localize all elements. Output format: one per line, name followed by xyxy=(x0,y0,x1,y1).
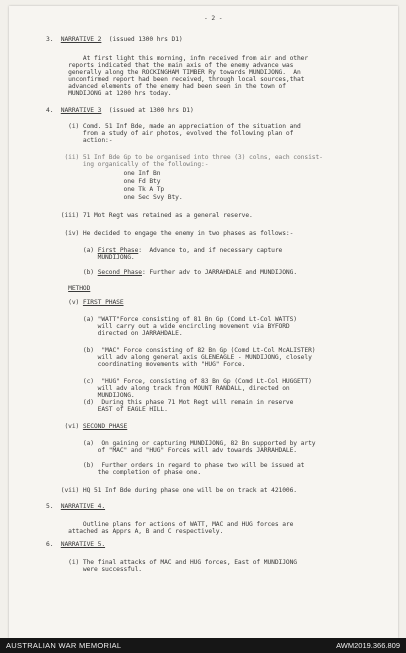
document-line: (ii) 51 Inf Bde Gp to be organised into three (3) colns, each consist- xyxy=(46,154,323,161)
footer-bar xyxy=(0,638,406,653)
document-line: (i) The final attacks of MAC and HUG forces, East of MUNDIJONG xyxy=(46,559,297,566)
document-line: (a) First Phase: Advance to, and if necessary capture xyxy=(46,247,283,254)
document-line: will carry out a wide encircling movement via BYFORD xyxy=(46,323,290,330)
document-line: one Tk A Tp xyxy=(46,186,165,193)
document-line: (i) Comd. 51 Inf Bde, made an appreciation of the situation and xyxy=(46,123,301,130)
document-line: Outline plans for actions of WATT, MAC and HUG forces are xyxy=(46,521,294,528)
document-line: ing organically of the following:- xyxy=(46,161,209,168)
document-line: one Sec Svy Bty. xyxy=(46,194,183,201)
institution-name: AUSTRALIAN WAR MEMORIAL xyxy=(6,641,122,650)
document-line: At first light this morning, infm received from air and other xyxy=(46,55,309,62)
document-line: (b) "MAC" Force consisting of 82 Bn Gp (Comd Lt-Col McALISTER) xyxy=(46,347,316,354)
document-line: (a) On gaining or capturing MUNDIJONG, 82 Bn supported by arty xyxy=(46,440,316,447)
document-line: (vi) SECOND PHASE xyxy=(46,423,128,430)
document-line: (iv) He decided to engage the enemy in two phases as follows:- xyxy=(46,230,294,237)
document-page xyxy=(9,6,398,638)
document-line: advanced elements of the enemy had been seen in the town of xyxy=(46,83,286,90)
document-line: MUNDIJONG. xyxy=(46,392,135,399)
document-line: (a) "WATT"Force consisting of 81 Bn Gp (Comd Lt-Col WATTS) xyxy=(46,316,297,323)
accession-number: AWM2019.366.809 xyxy=(336,641,400,650)
document-line: (vii) HQ 51 Inf Bde during phase one will be on track at 421006. xyxy=(46,487,297,494)
document-line: of "MAC" and "HUG" Forces will adv towards JARRAHDALE. xyxy=(46,447,297,454)
page-number: - 2 - xyxy=(204,15,223,22)
document-line: (iii) 71 Mot Regt was retained as a general reserve. xyxy=(46,212,253,219)
document-line: generally along the ROCKINGHAM TIMBER Ry towards MUNDIJONG. An xyxy=(46,69,301,76)
document-line: METHOD xyxy=(68,285,91,292)
document-line: one Fd Bty xyxy=(46,178,161,185)
document-line: one Inf Bn xyxy=(46,170,161,177)
document-line: from a study of air photos, evolved the following plan of xyxy=(46,130,294,137)
document-line: attached as Apprs A, B and C respectively. xyxy=(46,528,224,535)
document-line: (b) Second Phase: Further adv to JARRAHDALE and MUNDIJONG. xyxy=(46,269,298,276)
document-line: MUNDIJONG. xyxy=(46,254,135,261)
document-line: were successful. xyxy=(46,566,142,573)
document-line: (b) Further orders in regard to phase two will be issued at xyxy=(46,462,305,469)
document-line: EAST of EAGLE HILL. xyxy=(46,406,168,413)
document-line: 3. NARRATIVE 2 (issued 1300 hrs D1) xyxy=(46,36,183,43)
document-line: the completion of phase one. xyxy=(46,469,202,476)
document-line: action:- xyxy=(46,137,113,144)
document-line: coordinating movements with "HUG" Force. xyxy=(46,361,246,368)
document-line: will adv along track from MOUNT RANDALL, directed on xyxy=(46,385,290,392)
document-line: directed on JARRAHDALE. xyxy=(46,330,183,337)
document-line: (d) During this phase 71 Mot Regt will remain in reserve xyxy=(46,399,294,406)
document-line: MUNDIJONG at 1200 hrs today. xyxy=(46,90,172,97)
document-line: 4. NARRATIVE 3 (issued at 1300 hrs D1) xyxy=(46,107,194,114)
document-line: (v) FIRST PHASE xyxy=(46,299,124,306)
document-line: 6. NARRATIVE 5. xyxy=(46,541,106,548)
document-line: will adv along general axis GLENEAGLE - MUNDIJONG, closely xyxy=(46,354,312,361)
document-line: (c) "HUG" Force, consisting of 83 Bn Gp (Comd Lt-Col HUGGETT) xyxy=(46,378,312,385)
document-line: 5. NARRATIVE 4. xyxy=(46,503,106,510)
document-line: reports indicated that the main axis of the enemy advance was xyxy=(46,62,294,69)
document-line: unconfirmed report had been received, through local sources,that xyxy=(46,76,305,83)
